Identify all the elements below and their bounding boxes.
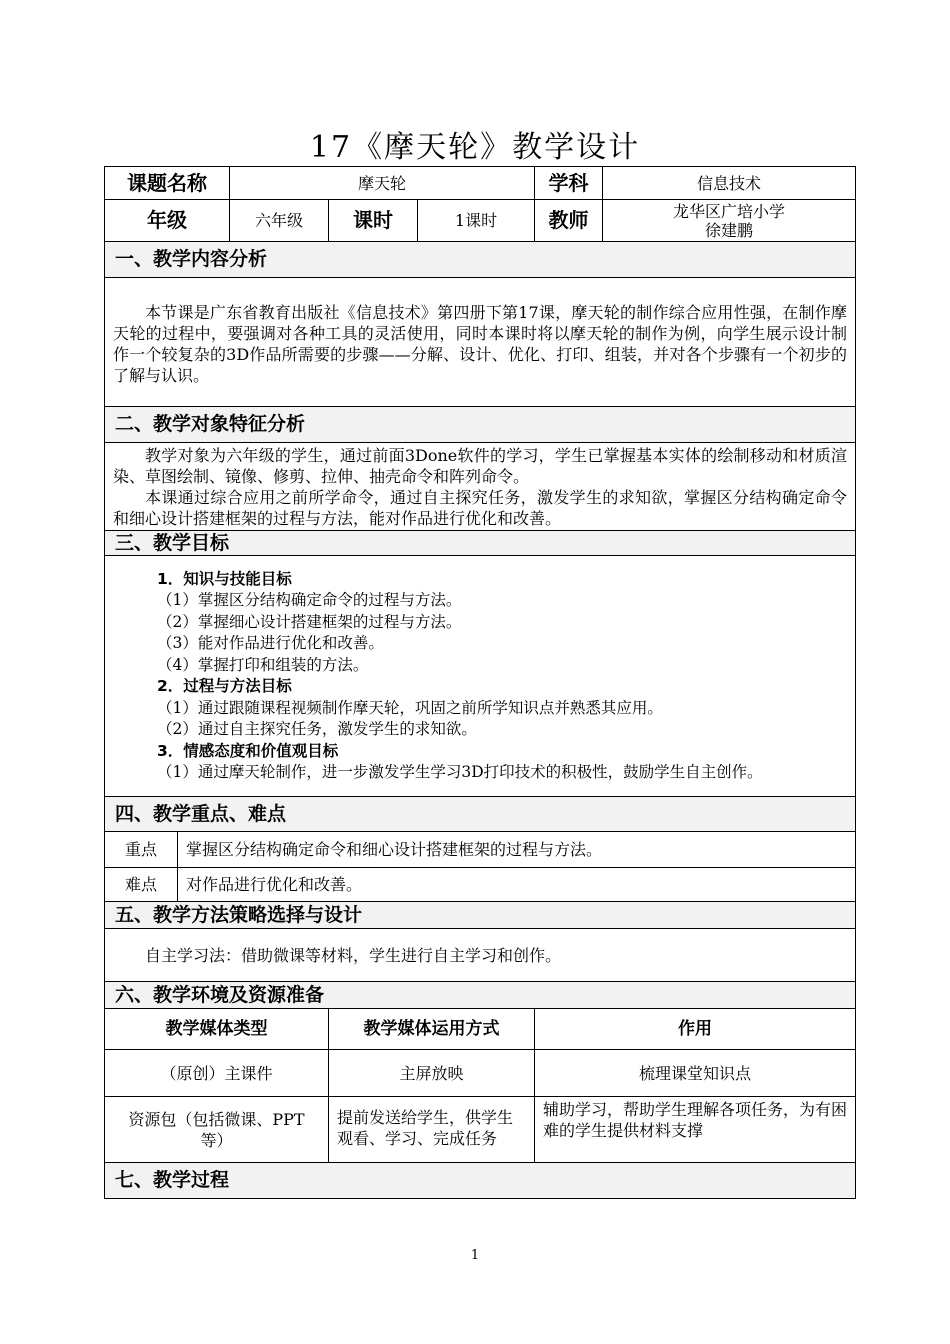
objective-process-2: （2）通过自主探究任务，激发学生的求知欲。 bbox=[157, 720, 477, 738]
grade-label: 年级 bbox=[105, 200, 230, 242]
section-3-heading: 三、教学目标 bbox=[105, 531, 856, 556]
media-header-usage: 教学媒体运用方式 bbox=[329, 1009, 535, 1050]
objective-process-heading: 2．过程与方法目标 bbox=[157, 677, 292, 695]
section-2-para-1: 教学对象为六年级的学生，通过前面3Done软件的学习，学生已掌握基本实体的绘制移动和材质渲染、草图绘制、镜像、修剪、拉伸、抽壳命令和阵列命令。 bbox=[113, 445, 847, 486]
media-header-type: 教学媒体类型 bbox=[105, 1009, 329, 1050]
section-2-para-2: 本课通过综合应用之前所学命令，通过自主探究任务，激发学生的求知欲，掌握区分结构确定命令和细心设计搭建框架的过程与方法，能对作品进行优化和改善。 bbox=[113, 487, 847, 528]
section-5-body bbox=[105, 929, 856, 982]
key-point-text: 掌握区分结构确定命令和细心设计搭建框架的过程与方法。 bbox=[178, 832, 856, 868]
objective-knowledge-3: （3）能对作品进行优化和改善。 bbox=[157, 634, 384, 652]
section-1-text: 本节课是广东省教育出版社《信息技术》第四册下第17课，摩天轮的制作综合应用性强，在制作摩天轮的过程中，要强调对各种工具的灵活使用，同时本课时将以摩天轮的制作为例，向学生展示设计制作一个较复杂的3D作品所需要的步骤——分解、设计、优化、打印、组装，并对各个步骤有一个初步的了解与认识。 bbox=[113, 303, 847, 385]
section-5-heading: 五、教学方法策略选择与设计 bbox=[105, 902, 856, 929]
media-header-purpose: 作用 bbox=[535, 1009, 856, 1050]
subject-label: 学科 bbox=[535, 167, 603, 200]
difficulty-row bbox=[105, 868, 856, 902]
section-2-heading: 二、教学对象特征分析 bbox=[105, 407, 856, 443]
objective-process-1: （1）通过跟随课程视频制作摩天轮，巩固之前所学知识点并熟悉其应用。 bbox=[157, 698, 663, 717]
info-row-grade bbox=[105, 200, 856, 242]
subject-value: 信息技术 bbox=[603, 167, 856, 200]
difficulty-text: 对作品进行优化和改善。 bbox=[178, 868, 856, 902]
teacher-value bbox=[603, 200, 856, 242]
objective-knowledge-1: （1）掌握区分结构确定命令的过程与方法。 bbox=[157, 591, 462, 609]
hours-label: 课时 bbox=[329, 200, 418, 242]
section-5-text: 自主学习法：借助微课等材料，学生进行自主学习和创作。 bbox=[145, 945, 562, 965]
section-3-body bbox=[105, 556, 856, 797]
media-row-1-usage: 主屏放映 bbox=[329, 1050, 535, 1097]
media-row-1-purpose: 梳理课堂知识点 bbox=[535, 1050, 856, 1097]
section-1-body bbox=[105, 278, 856, 407]
media-row-2-purpose: 辅助学习，帮助学生理解各项任务，为有困难的学生提供材料支撑 bbox=[535, 1097, 856, 1163]
section-1-heading: 一、教学内容分析 bbox=[105, 242, 856, 278]
grade-value: 六年级 bbox=[230, 200, 329, 242]
page-number: 1 bbox=[470, 1248, 480, 1263]
media-row-2-usage: 提前发送给学生，供学生观看、学习、完成任务 bbox=[329, 1097, 535, 1163]
section-2-body bbox=[105, 443, 856, 531]
media-row bbox=[105, 1097, 856, 1163]
topic-label: 课题名称 bbox=[105, 167, 230, 200]
teacher-name: 徐建鹏 bbox=[704, 220, 753, 240]
media-row-1-type: （原创）主课件 bbox=[105, 1050, 329, 1097]
section-6-heading: 六、教学环境及资源准备 bbox=[105, 982, 856, 1009]
teacher-school: 龙华区广培小学 bbox=[672, 201, 785, 221]
key-point-label: 重点 bbox=[105, 832, 178, 868]
document-title: 17《摩天轮》教学设计 bbox=[309, 130, 641, 165]
lesson-plan-table bbox=[104, 166, 856, 1199]
difficulty-label: 难点 bbox=[105, 868, 178, 902]
objective-knowledge-2: （2）掌握细心设计搭建框架的过程与方法。 bbox=[157, 612, 462, 631]
objective-knowledge-4: （4）掌握打印和组装的方法。 bbox=[157, 655, 369, 674]
objective-knowledge-heading: 1．知识与技能目标 bbox=[157, 569, 292, 588]
section-7-heading: 七、教学过程 bbox=[105, 1163, 856, 1199]
topic-value: 摩天轮 bbox=[230, 167, 535, 200]
key-point-row bbox=[105, 832, 856, 868]
teacher-label: 教师 bbox=[535, 200, 603, 242]
objective-attitude-1: （1）通过摩天轮制作，进一步激发学生学习3D打印技术的积极性，鼓励学生自主创作。 bbox=[157, 763, 763, 781]
section-4-heading: 四、教学重点、难点 bbox=[105, 797, 856, 832]
objective-attitude-heading: 3．情感态度和价值观目标 bbox=[157, 741, 339, 760]
hours-value: 1课时 bbox=[418, 200, 535, 242]
media-row bbox=[105, 1050, 856, 1097]
media-header-row bbox=[105, 1009, 856, 1050]
media-row-2-type: 资源包（包括微课、PPT等） bbox=[105, 1097, 329, 1163]
info-row-topic bbox=[105, 167, 856, 200]
